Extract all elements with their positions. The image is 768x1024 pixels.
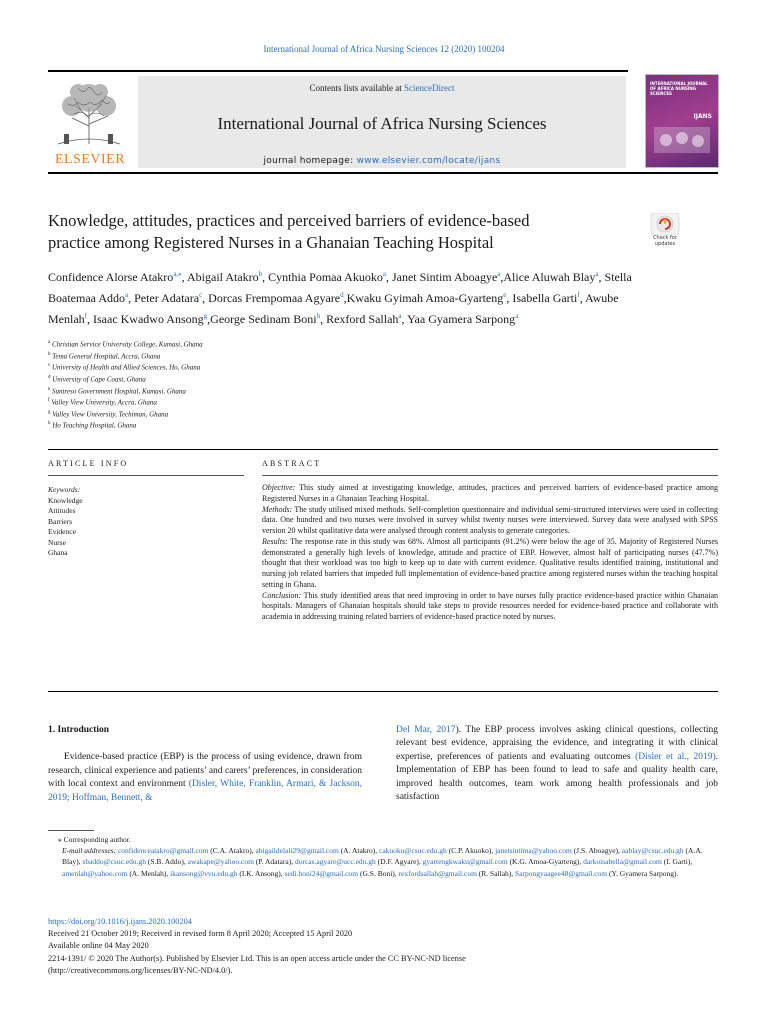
email-owner: (J.S. Aboagye), (571, 846, 622, 856)
author-affiliation-marker[interactable]: c (199, 291, 203, 299)
email-link[interactable]: sedi.boni24@gmail.com (284, 868, 359, 878)
affiliation-item (48, 385, 448, 397)
abstract-bottom-rule (48, 691, 718, 692)
section-rule (48, 449, 718, 450)
keyword: Ghana (48, 548, 68, 557)
author-affiliation-marker[interactable]: a (124, 291, 129, 299)
contents-prefix: Contents lists available at (309, 83, 404, 93)
article-title (48, 210, 628, 254)
author-separator: , (207, 312, 211, 326)
email-owner: (C.A. Atakro), (208, 846, 256, 856)
email-owner: (Y. Gyamera Sarpong). (607, 868, 679, 878)
email-link[interactable]: Sarpongyaagee48@gmail.com (515, 868, 608, 878)
affiliation-text: Suntreso Government Hospital, Kumasi, Ghana (51, 386, 186, 395)
abstract-objective (262, 483, 718, 505)
author-list (48, 265, 648, 328)
email-owner: (I.K. Ansong), (237, 868, 285, 878)
doi-link[interactable]: https://doi.org/10.1016/j.ijans.2020.100204 (48, 917, 192, 926)
author-name[interactable]: Isabella Garti (512, 291, 578, 305)
methods-label: Methods: (262, 504, 293, 514)
email-link[interactable]: abigaildelali29@gmail.com (255, 846, 339, 856)
author-affiliation-marker[interactable]: g (203, 312, 208, 320)
keyword: Nurse (48, 537, 66, 547)
author-separator: , (343, 291, 347, 305)
keyword: Evidence (48, 527, 76, 536)
intro-text: ). The EBP process involves asking clinical questions, collecting relevant best evidence, appraising the evidence, and integrating it with clinical expertise, preferences of patients and evaluating outcomes (396, 725, 718, 762)
license-line-1: 2214-1391/ © 2020 The Author(s). Published by Elsevier Ltd. This is an open access article under the CC BY-NC-ND license (48, 953, 466, 963)
email-link[interactable]: rexfordsallah@gmail.com (398, 868, 477, 878)
author-separator: , (320, 312, 327, 326)
affiliation-text: University of Health and Allied Sciences, Ho, Ghana (51, 363, 201, 372)
author-name[interactable]: Alice Aluwah Blay (503, 270, 596, 284)
section-heading-introduction: 1. Introduction (48, 725, 110, 735)
masthead-rule (48, 172, 718, 174)
affiliation-item (48, 419, 448, 431)
results-label: Results: (262, 536, 288, 546)
email-owner: (I. Garti), (661, 857, 693, 867)
affiliation-marker: g (48, 409, 51, 415)
author-separator: , (181, 270, 188, 284)
conclusion-text: This study identified areas that need improving in order to have nurses fully practice evidence-based practice within Ghanaian hospitals. Managers of Ghanaian hospitals should take steps to provide resources needed for evidence-based practice and collaborate with academia in addressing training related barriers of evidence-based practice noted by nurses. (262, 590, 718, 621)
intro-text: Evidence-based practice (EBP) is the process of using evidence, drawn from research, clinical experience and patients’ and carers’ preferences, in consideration with local context and environment (48, 752, 362, 790)
author-affiliation-marker[interactable]: d (340, 291, 344, 299)
affiliation-item (48, 361, 448, 373)
email-link[interactable]: sbaddo@csuc.edu.gh (82, 857, 146, 867)
affiliation-text: University of Cape Coast, Ghana (52, 375, 146, 384)
email-link[interactable]: darkoisabella@gmail.com (583, 857, 662, 867)
affiliation-text: Tema General Hospital, Accra, Ghana (52, 351, 161, 360)
article-title-line-1: Knowledge, attitudes, practices and perceived barriers of evidence-based (48, 211, 530, 230)
author-name[interactable]: Rexford Sallah (326, 312, 399, 326)
article-info-heading: ARTICLE INFO (48, 459, 129, 468)
citation-link[interactable]: (Disler et al., 2019) (635, 751, 716, 762)
author-affiliation-marker[interactable]: a (515, 312, 519, 320)
author-name[interactable]: Awube Menlah (48, 291, 619, 326)
affiliation-marker: h (48, 421, 51, 427)
author-separator: , (401, 312, 408, 326)
sciencedirect-link[interactable]: ScienceDirect (404, 83, 455, 93)
email-link[interactable]: aablay@csuc.edu.gh (621, 846, 684, 856)
email-link[interactable]: dorcas.agyare@ucc.edu.gh (294, 857, 376, 867)
abstract-body (262, 483, 718, 623)
author-separator: , (128, 291, 135, 305)
email-owner: (A.A. Blay), (62, 846, 703, 867)
conclusion-label: Conclusion: (262, 590, 302, 600)
corresponding-author-note: ⁎ Corresponding author. (58, 835, 131, 844)
author-name[interactable]: Janet Sintim Aboagye (391, 270, 498, 284)
journal-citation[interactable]: International Journal of Africa Nursing Sciences 12 (2020) 100204 (263, 44, 505, 54)
author-affiliation-marker[interactable]: b (258, 270, 263, 278)
author-name[interactable]: Peter Adatara (134, 291, 200, 305)
affiliation-marker: d (48, 374, 51, 380)
objective-text: This study aimed at investigating knowledge, attitudes, practices and perceived barriers of evidence-based practice among Registered Nurses in a Ghanaian Teaching Hospital. (262, 483, 718, 503)
email-owner: (D.F. Agyare), (375, 857, 423, 867)
email-link[interactable]: ikansong@vvu.edu.gh (170, 868, 238, 878)
author-separator: , (579, 291, 586, 305)
keyword: Attitudes (48, 506, 76, 515)
journal-homepage-link[interactable]: www.elsevier.com/locate/ijans (356, 156, 501, 166)
affiliation-item (48, 373, 448, 385)
body-column-left (48, 724, 362, 805)
intro-paragraph-continued (396, 724, 718, 804)
author-separator: , (385, 270, 392, 284)
email-link[interactable]: amenlah@yahoo.com (62, 868, 128, 878)
abstract-heading: ABSTRACT (262, 459, 322, 468)
intro-text: . Implementation of EBP has been found to lead to safe and quality health care, improved health outcomes, team work among health professionals and job satisfaction (396, 751, 718, 803)
author-separator: , (202, 291, 209, 305)
author-affiliation-marker[interactable]: f (84, 312, 87, 320)
author-affiliation-marker[interactable]: a (497, 270, 501, 278)
author-affiliation-marker[interactable]: a (382, 270, 386, 278)
elsevier-tree-logo (48, 78, 130, 166)
author-affiliation-marker[interactable]: e (503, 291, 507, 299)
author-separator: , (500, 270, 504, 284)
affiliation-item (48, 350, 448, 362)
author-name[interactable]: Yaa Gyamera Sarpong (407, 312, 516, 326)
footnotes (48, 834, 718, 879)
author-separator: , (598, 270, 605, 284)
author-name[interactable]: Isaac Kwadwo Ansong (93, 312, 204, 326)
author-affiliation-marker[interactable]: f (577, 291, 580, 299)
email-owner: (R. Sallah), (476, 868, 516, 878)
author-separator: , (262, 270, 269, 284)
affiliation-marker: c (48, 363, 51, 369)
email-owner: (K.G. Amoa-Gyarteng), (507, 857, 584, 867)
author-name[interactable]: George Sedinam Boni (210, 312, 317, 326)
affiliation-text: Ho Teaching Hospital, Ghana (52, 421, 137, 430)
author-name[interactable]: Dorcas Frempomaa Agyare (208, 291, 341, 305)
masthead-panel (138, 76, 626, 168)
email-link[interactable]: gyartengkwaku@gmail.com (422, 857, 508, 867)
check-updates-label: Check for updates (653, 235, 677, 247)
author-separator: , (506, 291, 513, 305)
email-link[interactable]: janetsintima@yahoo.com (495, 846, 572, 856)
affiliation-item (48, 396, 448, 408)
keyword: Knowledge (48, 495, 83, 505)
email-owner: (G.S. Boni), (358, 868, 399, 878)
email-link[interactable]: confidenceatakro@gmail.com (117, 846, 209, 856)
email-label: E-mail addresses: (62, 846, 117, 856)
email-addresses (48, 845, 718, 879)
abstract-results (262, 537, 718, 591)
objective-label: Objective: (262, 483, 296, 492)
affiliation-marker: f (48, 398, 50, 404)
abstract-methods (262, 505, 718, 537)
available-online: Available online 04 May 2020 (48, 941, 149, 951)
email-link[interactable]: awakape@yahoo.com (187, 857, 254, 867)
citation-link[interactable]: Del Mar, 2017 (396, 725, 456, 735)
affiliation-marker: a (48, 340, 51, 345)
journal-name: International Journal of Africa Nursing Sciences (217, 114, 547, 133)
publisher-wordmark[interactable]: ELSEVIER (54, 152, 126, 167)
affiliation-marker: e (48, 386, 51, 392)
journal-homepage-line (138, 156, 626, 166)
author-name[interactable]: Kwaku Gyimah Amoa-Gyarteng (346, 291, 504, 305)
email-owner: (C.P. Akuoko), (446, 846, 496, 856)
author-name[interactable]: Cynthia Pomaa Akuoko (268, 270, 383, 284)
keywords-block (48, 485, 238, 559)
author-affiliation-marker[interactable]: a (595, 270, 599, 278)
author-affiliation-marker[interactable]: a,⁎ (173, 270, 182, 278)
journal-cover-thumbnail[interactable] (645, 74, 719, 168)
abstract-conclusion (262, 591, 718, 623)
check-updates-icon (648, 213, 682, 237)
cover-title: INTERNATIONAL JOURNAL OF AFRICA NURSING SCIENCES (650, 81, 708, 96)
footnote-rule (48, 830, 94, 831)
keyword: Barriers (48, 516, 73, 526)
check-for-updates-button[interactable] (648, 213, 682, 255)
author-affiliation-marker[interactable]: a (398, 312, 402, 320)
contents-available-line (138, 83, 626, 93)
author-name[interactable]: Abigail Atakro (187, 270, 259, 284)
affiliation-text: Valley View University, Techiman, Ghana (52, 410, 169, 419)
cover-tag: IJANS (693, 113, 712, 120)
citation-link[interactable]: (Disler, White, Franklin, Armari, & Jackson, 2019; Hoffman, Bennett, & (48, 779, 362, 803)
email-owner: (A. Menlah), (127, 868, 171, 878)
affiliation-list (48, 338, 448, 431)
author-separator: , (87, 312, 93, 326)
keywords-label: Keywords: (48, 485, 81, 494)
keyword-list (48, 496, 238, 559)
received-dates: Received 21 October 2019; Received in revised form 8 April 2020; Accepted 15 April 2020 (48, 929, 353, 939)
author-name[interactable]: Confidence Alorse Atakro (48, 270, 174, 284)
affiliation-item (48, 408, 448, 420)
email-owner: (A. Atakro), (338, 846, 380, 856)
intro-paragraph (48, 751, 362, 805)
results-text: The response rate in this study was 68%. Almost all participants (91.2%) were below the age of 35. Majority of Registered Nurses demonstrated a generally high levels of knowledge, attitude and practice of EBP. However, almost half of participating nurses (47.7%) thought that their workload was too high to keep up to date with current evidence. Qualitative results identified training, institutional and nursing job related barriers that impeded full implementation of evidence-based practice among registered nurses within the teaching hospital setting in Ghana. (262, 536, 718, 589)
article-title-line-2: practice among Registered Nurses in a Ghanaian Teaching Hospital (48, 233, 494, 252)
abstract-rule (262, 475, 718, 476)
methods-text: The study utilised mixed methods. Self-completion questionnaire and individual semi-structured interviews were used in collecting data. One hundred and two nurses were involved in survey whilst twenty nurses were interviewed. Survey data were analysed with SPSS version 20 whilst qualitative data were analysed through content analysis to generate categories. (262, 504, 718, 535)
masthead (48, 70, 628, 170)
author-name[interactable]: Stella Boatemaa Addo (48, 270, 632, 305)
body-column-right (396, 724, 718, 804)
email-owner: (P. Adatara), (253, 857, 295, 867)
homepage-prefix: journal homepage: (263, 156, 357, 166)
affiliation-item (48, 338, 448, 350)
license-line-2[interactable]: (http://creativecommons.org/licenses/BY-NC-ND/4.0/). (48, 965, 233, 975)
affiliation-text: Valley View University, Accra, Ghana (51, 398, 157, 407)
author-affiliation-marker[interactable]: h (316, 312, 321, 320)
doi-block (48, 916, 718, 977)
affiliation-text: Christian Service University College, Kumasi, Ghana (51, 340, 203, 349)
affiliation-marker: b (48, 351, 51, 357)
email-link[interactable]: cakuoku@csuc.edu.gh (379, 846, 447, 856)
article-info-rule (48, 475, 244, 476)
email-owner: (S.B. Addo), (145, 857, 188, 867)
